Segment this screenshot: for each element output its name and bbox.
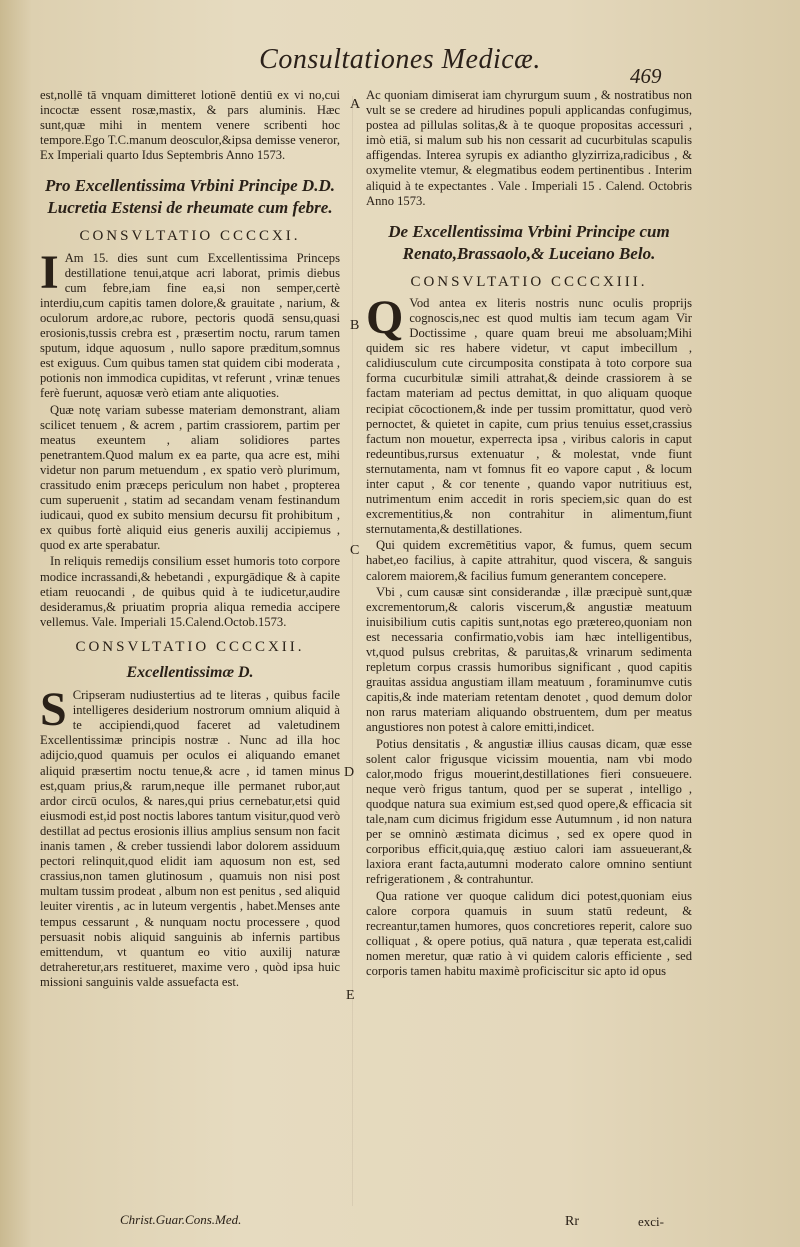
paragraph — [366, 290, 692, 538]
drop-cap: I — [40, 245, 59, 299]
paragraph: Qui quidem excremētitius vapor, & fumus, quem secum habet,eo facilius, à capite attrahitur, quod viscera, & sanguis calorem maiorem,& facilius fumum generantem concepere. — [366, 538, 692, 583]
paragraph: Qua ratione ver quoque calidum dici potest,quoniam eius calore corpora quamuis in suum statū redeunt, & recreantur,tamen humores, quos concretiores reperit, calore suo colliquat , & opere potius, quā natura , quæ teperata est,calidi nomen meretur, quæ ratio à vi quidem caloris efficiente , sed corporis tamen habitu maximè proficiscitur sic apto id opus — [366, 888, 692, 978]
section-heading: De Excellentissima Vrbini Principe cum Renato,Brassaolo,& Luceiano Belo. — [388, 221, 670, 263]
running-head: Consultationes Medicæ. — [259, 44, 541, 75]
margin-letter: D — [344, 765, 355, 780]
opening-paragraph-left: est,nollē tā vnquam dimitteret lotionē dentiū ex vi no,cui incoctæ essent rosæ,mastix, & pars aluminis. Hæc sunt,quæ mihi in mentem venere scribenti hoc tempore.Ego T.C.manum deosculor,&ipsa demisse veneror, Ex Imperiali quarto Idus Septembris Anno 1573. — [40, 88, 340, 163]
margin-letter: C — [350, 543, 360, 558]
paragraph: Quæ notę variam subesse materiam demonstrant, aliam scilicet tenuem , & acrem , partim crassiorem, partim per meatus exeuntem , aliam solidiores partes penetrantem.Quod malum ex ea parte, qua acre est, mihi videtur non parum metuendum , ex spatio verò plurimum, crassitudo enim præceps periculum non habet , propterea cum superuenit , statim ad secandam venam festinandum iudicaui, quod ex subito mensium decursu fit prohibitum , ex quibus fortè aliquid eius generis auxilij accipiemus , quod ex arte sperabatur. — [40, 402, 340, 553]
margin-letter: A — [350, 97, 361, 112]
page-number: 469 — [630, 64, 662, 88]
paragraph — [40, 683, 340, 990]
consultatio-title: CONSVLTATIO CCCCXII. — [75, 638, 305, 655]
paragraph-text: Vod antea ex literis nostris nunc oculis proprijs cognoscis,nec est quod multis iam tecum agam Vir Doctissime , quare quam breui me absoluam;Mihi quidem sic res habere videtur, vt caput imbecillum , calidiusculum cute circumposita constipata à toto corpore sua forma cucurbitulæ simili attrahat,& deinde crassiorem à se factam materiam ad pectus demittat, in quo aliquam quoque recipiat cōcoctionem,& inde per tussim promittatur, quod verò pernoctet, & quietet in capite, cum prius tenuius esset,crassius factum non mouetur, experrecta ipsa , viribus caloris in caput redeuntibus,rursus extenuatur , & molestat, vnde fiunt sternutamenta, nam vt fomnus fit eo vapore caput , & locum inter caput , & cor tenente , quando vapor nutritiuus est, nutrimentum enim accedit in roris speciem,sic quan do est excrementitius,& non contrahitur in alimentum,fiunt sternutamenta,& destillationes. — [366, 295, 692, 537]
signature-mark: Rr — [565, 1214, 579, 1229]
opening-paragraph-right: Ac quoniam dimiserat iam chyrurgum suum , & nostratibus non vult se se credere ad hirudines populi applicandas confugimus, postea ad pillulas solitas,& à te quoque propositas accessuri , imò etiā, si malum sub his non cessarit ad cucurbitulas scapulis affigendas. Interea syrupis ex adiantho glyzirriza,radicibus , & oxymelite vtemur, & elegmatibus eodem pertinentibus . Interim aliquid à te expectantes . Vale . Imperiali 15 . Calend. Octobris Anno 1573. — [366, 88, 692, 208]
section-heading: Excellentissimæ D. — [126, 664, 254, 681]
paragraph-text: Am 15. dies sunt cum Excellentissima Princeps destillatione tenui,atque acri laborat, primis diebus cum febre,iam fine ea,si non semper,certè interdiu,cum capitis tamen dolore,& grauitate , narium, & oculorum ardore,ac rubore, pectoris quodā sensu,quasi erosionis,tussis crebra est , præsertim noctu, rarum tamen sputum, idque aquosum , nullo sapore præditum,somnus est exiguus. Cum quibus tamen stat quidem cibi moderata , potionis non immodica cupiditas, vt referunt , vrinæ tenues ferè fuerunt, aquosæ verò etiam ante aliquoties. — [40, 250, 340, 401]
consultatio-title: CONSVLTATIO CCCCXIII. — [410, 273, 648, 290]
signature-line: Christ.Guar.Cons.Med. — [120, 1212, 242, 1227]
margin-letter: B — [350, 318, 360, 333]
paragraph: Vbi , cum causæ sint considerandæ , illæ præcipuè sunt,quæ excrementorum,& caloris viscerum,& angustiæ meatuum inuisibilium cutis capitis sunt,notas ego prætereo,quoniam non est necessaria confirmatio,vobis iam hæc intelligentibus, vt,quod pulsus crebritas, & paruitas,& vrinarum sedimenta repletum corpus crassis humoribus significant , quod capitis grauitas assidua angustiam illam meatuum , foraminumve cutis capitis,& inde materiam retentam denotet , quod demum dolor non rarus materiam aliquando obstruentem, dum per meatus angustiores non potest à calore emitti,indicet. — [366, 584, 692, 735]
paragraph-text: Cripseram nudiustertius ad te literas , quibus facile intelligeres desiderium nostrorum omnium aliquid à te accipiendi,quod faceret ad valetudinem Excellentissimæ principis nostræ . Nunc ad illa hoc adijcio,quod quamuis per oculos ei aliquando emanet aliquid præsertim noctu tenue,& acre , id tamen minus est,quam prius,& rarum,neque ille permanet rubor,aut ardor circū oculos, & nares,qui prius cernebatur,etsi quid eiusmodi est,id post noctis labores tantum visitur,quod verò destillat ad pectus erosionis illius amplius sensum non facit inanis tamen , & creber tussiendi labor dolorem assiduum pectori relinquit,quod elidit iam aquosum non est, sed crassius,non tamen glutinosum , quamuis non nisi post multam tussim prodeat , album non est penitus , sed aliquid leuiter virentis , ac in luteum vergentis , habet.Menses ante tempus cessarunt , & nunquam noctu processere , quod persuasit nobis aliquid sanguinis ab infernis partibus emittendum, vt quantum eo vitio auxilij naturæ detraheretur,ars restitueret, maxime vero , quòd ipsa huic missioni sanguinis valde assuefacta est. — [40, 688, 340, 989]
drop-cap: S — [40, 683, 67, 737]
consultatio-title: CONSVLTATIO CCCCXI. — [79, 228, 301, 245]
paragraph — [40, 245, 340, 402]
drop-cap: Q — [366, 290, 404, 344]
paragraph: Potius densitatis , & angustiæ illius causas dicam, quæ esse solent calor frigusque vicissim mouentia, nam vbi modo calor,modo frigus mouerint,destillationes fieri consueuere. neque verò frigus tantum, quod per se superat , intelligo , quodque natura sua eximium est,sed quod opere,& efficacia sit tale,nam cum dicimus frigidum esse Autumnum , id non natura per se omninò æstimata dicimus , sed ex opere quod in corporibus efficit,quia,quę æstiuo calori iam assueuerant,& laxiora erant facta,autumni moderato calore omnino sentiunt refrigerationem , & contrahuntur. — [366, 736, 692, 887]
right-column — [366, 88, 692, 980]
paragraph: In reliquis remedijs consilium esset humoris toto corpore modice incrassandi,& hebetandi , expurgādique & à capite etiam reuocandi , de quibus quid à te iudicetur,audire desideramus,& priuatim propria aliqua remedia accipere vellemus. Vale. Imperiali 15.Calend.Octob.1573. — [40, 554, 340, 629]
left-column — [40, 88, 340, 991]
section-heading: Pro Excellentissima Vrbini Principe D.D. Lucretia Estensi de rheumate cum febre. — [45, 176, 335, 218]
catchword: exci- — [638, 1214, 664, 1229]
column-gutter — [352, 96, 353, 1206]
margin-letter: E — [346, 988, 355, 1003]
